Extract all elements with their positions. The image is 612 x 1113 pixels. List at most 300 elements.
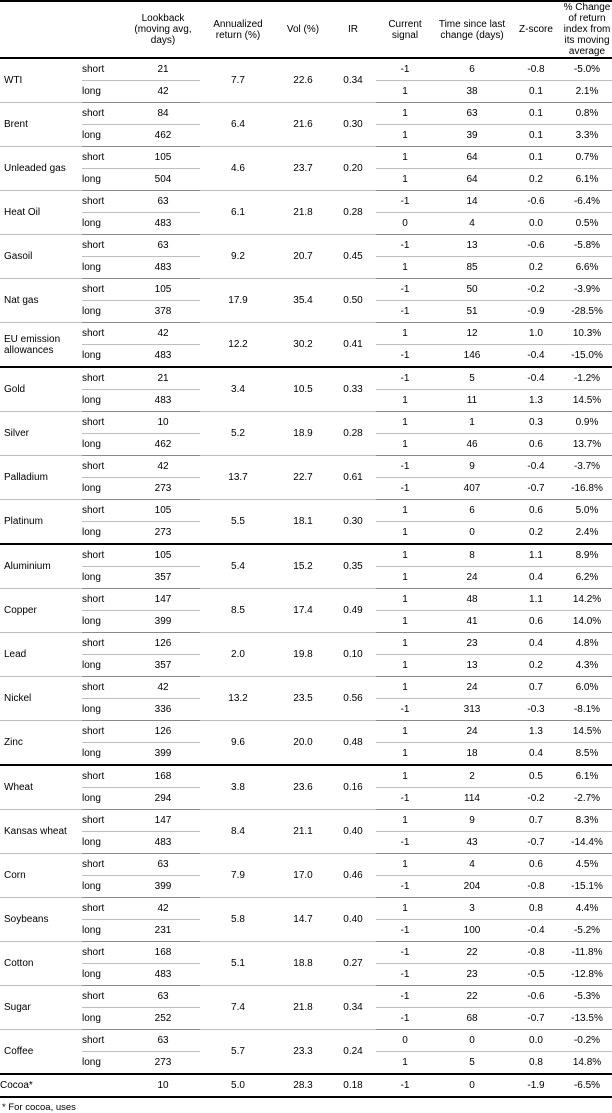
term-long: long <box>82 1052 126 1075</box>
annualized-return: 8.5 <box>200 589 276 633</box>
annualized-return: 6.4 <box>200 103 276 147</box>
current-signal-long: 1 <box>376 1052 434 1075</box>
lookback-long: 42 <box>126 81 200 103</box>
current-signal-short: 1 <box>376 544 434 567</box>
table-row <box>0 323 612 345</box>
lookback-long: 357 <box>126 655 200 677</box>
lookback-short: 168 <box>126 765 200 788</box>
current-signal-short: -1 <box>376 58 434 81</box>
table-row <box>0 810 612 832</box>
z-score-short: -0.8 <box>510 942 562 964</box>
lookback-short: 105 <box>126 500 200 522</box>
term-blank <box>82 1074 126 1097</box>
time-since-change-long: 41 <box>434 611 510 633</box>
pct-change-long: 2.1% <box>562 81 612 103</box>
z-score-short: 0.7 <box>510 810 562 832</box>
term-short: short <box>82 279 126 301</box>
lookback-short: 105 <box>126 147 200 169</box>
lookback-long: 273 <box>126 478 200 500</box>
ir: 0.56 <box>330 677 376 721</box>
current-signal-short: 1 <box>376 677 434 699</box>
lookback-short: 42 <box>126 898 200 920</box>
pct-change-short: -6.4% <box>562 191 612 213</box>
lookback-short: 63 <box>126 986 200 1008</box>
time-since-change-long: 4 <box>434 213 510 235</box>
lookback-long: 252 <box>126 1008 200 1030</box>
vol: 21.1 <box>276 810 330 854</box>
term-short: short <box>82 942 126 964</box>
lookback-short: 63 <box>126 854 200 876</box>
ir: 0.50 <box>330 279 376 323</box>
current-signal-long: -1 <box>376 478 434 500</box>
current-signal-short: 1 <box>376 412 434 434</box>
asset-name: Brent <box>0 103 82 147</box>
term-short: short <box>82 191 126 213</box>
time-since-change-long: 38 <box>434 81 510 103</box>
z-score-long: 0.0 <box>510 213 562 235</box>
term-short: short <box>82 235 126 257</box>
asset-name: Wheat <box>0 765 82 810</box>
pct-change-long: 6.1% <box>562 169 612 191</box>
annualized-return: 2.0 <box>200 633 276 677</box>
vol: 28.3 <box>276 1074 330 1097</box>
z-score-long: 0.4 <box>510 743 562 766</box>
z-score-long: 0.2 <box>510 522 562 545</box>
time-since-change-short: 23 <box>434 633 510 655</box>
lookback-long: 483 <box>126 213 200 235</box>
ir: 0.46 <box>330 854 376 898</box>
annualized-return: 5.2 <box>200 412 276 456</box>
pct-change-long: -16.8% <box>562 478 612 500</box>
term-long: long <box>82 655 126 677</box>
pct-change-long: -15.1% <box>562 876 612 898</box>
z-score-long: -0.4 <box>510 345 562 368</box>
z-score-short: 1.1 <box>510 589 562 611</box>
term-short: short <box>82 544 126 567</box>
pct-change-short: 0.8% <box>562 103 612 125</box>
current-signal-long: -1 <box>376 699 434 721</box>
annualized-return: 7.9 <box>200 854 276 898</box>
ir: 0.30 <box>330 103 376 147</box>
ir: 0.35 <box>330 544 376 589</box>
lookback-long: 483 <box>126 345 200 368</box>
z-score-long: 0.1 <box>510 81 562 103</box>
pct-change-long: -28.5% <box>562 301 612 323</box>
asset-name: Coffee <box>0 1030 82 1075</box>
term-long: long <box>82 257 126 279</box>
z-score-long: 0.6 <box>510 434 562 456</box>
pct-change-short: 0.7% <box>562 147 612 169</box>
z-score-short: -0.4 <box>510 456 562 478</box>
ir: 0.41 <box>330 323 376 368</box>
annualized-return: 13.2 <box>200 677 276 721</box>
pct-change-long: -8.1% <box>562 699 612 721</box>
asset-name: Sugar <box>0 986 82 1030</box>
time-since-change-short: 22 <box>434 942 510 964</box>
current-signal-long: 1 <box>376 81 434 103</box>
pct-change-short: -3.7% <box>562 456 612 478</box>
ir: 0.30 <box>330 500 376 545</box>
time-since-change-long: 43 <box>434 832 510 854</box>
time-since-change-short: 1 <box>434 412 510 434</box>
current-signal-short: 1 <box>376 589 434 611</box>
time-since-change-short: 5 <box>434 367 510 390</box>
asset-name: Gold <box>0 367 82 412</box>
pct-change-short: 14.5% <box>562 721 612 743</box>
time-since-change-short: 64 <box>434 147 510 169</box>
lookback-short: 42 <box>126 456 200 478</box>
lookback-long: 483 <box>126 832 200 854</box>
current-signal-long: -1 <box>376 788 434 810</box>
z-score-long: 1.3 <box>510 390 562 412</box>
z-score-short: -0.6 <box>510 235 562 257</box>
lookback-long: 294 <box>126 788 200 810</box>
term-long: long <box>82 920 126 942</box>
lookback-short: 126 <box>126 721 200 743</box>
current-signal-short: 1 <box>376 500 434 522</box>
time-since-change-long: 114 <box>434 788 510 810</box>
table-header <box>0 1 612 58</box>
header-annualized-return: Annualized return (%) <box>213 18 263 41</box>
lookback-long: 399 <box>126 611 200 633</box>
annualized-return: 3.8 <box>200 765 276 810</box>
vol: 14.7 <box>276 898 330 942</box>
lookback-long: 483 <box>126 390 200 412</box>
annualized-return: 5.5 <box>200 500 276 545</box>
z-score-long: -0.3 <box>510 699 562 721</box>
term-long: long <box>82 390 126 412</box>
current-signal-short: 1 <box>376 898 434 920</box>
asset-name: Palladium <box>0 456 82 500</box>
z-score-short: -0.2 <box>510 279 562 301</box>
z-score-long: -0.7 <box>510 478 562 500</box>
vol: 30.2 <box>276 323 330 368</box>
term-short: short <box>82 103 126 125</box>
current-signal-short: -1 <box>376 279 434 301</box>
z-score-short: -0.4 <box>510 367 562 390</box>
vol: 22.7 <box>276 456 330 500</box>
z-score: -1.9 <box>510 1074 562 1097</box>
annualized-return: 13.7 <box>200 456 276 500</box>
asset-name: Lead <box>0 633 82 677</box>
current-signal-short: -1 <box>376 456 434 478</box>
header-term <box>82 1 126 58</box>
table-row <box>0 942 612 964</box>
time-since-change-long: 51 <box>434 301 510 323</box>
vol: 35.4 <box>276 279 330 323</box>
lookback: 10 <box>126 1074 200 1097</box>
z-score-short: 0.7 <box>510 677 562 699</box>
vol: 21.8 <box>276 986 330 1030</box>
current-signal-long: -1 <box>376 1008 434 1030</box>
pct-change-short: -5.0% <box>562 58 612 81</box>
vol: 20.0 <box>276 721 330 766</box>
time-since-change-long: 204 <box>434 876 510 898</box>
current-signal-long: 1 <box>376 611 434 633</box>
vol: 23.3 <box>276 1030 330 1075</box>
pct-change: -6.5% <box>562 1074 612 1097</box>
z-score-long: -0.4 <box>510 920 562 942</box>
vol: 23.6 <box>276 765 330 810</box>
current-signal-long: -1 <box>376 920 434 942</box>
pct-change-long: 14.8% <box>562 1052 612 1075</box>
table-body <box>0 58 612 1097</box>
table-row <box>0 677 612 699</box>
pct-change-long: -5.2% <box>562 920 612 942</box>
vol: 21.8 <box>276 191 330 235</box>
annualized-return: 5.1 <box>200 942 276 986</box>
pct-change-short: 8.3% <box>562 810 612 832</box>
annualized-return: 3.4 <box>200 367 276 412</box>
asset-name: Nickel <box>0 677 82 721</box>
ir: 0.61 <box>330 456 376 500</box>
header-row <box>0 1 612 58</box>
asset-name: Gasoil <box>0 235 82 279</box>
pct-change-short: -5.3% <box>562 986 612 1008</box>
annualized-return: 4.6 <box>200 147 276 191</box>
annualized-return: 6.1 <box>200 191 276 235</box>
term-long: long <box>82 434 126 456</box>
term-long: long <box>82 567 126 589</box>
lookback-short: 84 <box>126 103 200 125</box>
time-since-change-long: 407 <box>434 478 510 500</box>
lookback-short: 168 <box>126 942 200 964</box>
term-short: short <box>82 589 126 611</box>
table-row <box>0 500 612 522</box>
pct-change-short: 6.0% <box>562 677 612 699</box>
time-since-change-long: 68 <box>434 1008 510 1030</box>
term-long: long <box>82 611 126 633</box>
z-score-long: -0.5 <box>510 964 562 986</box>
vol: 17.4 <box>276 589 330 633</box>
term-short: short <box>82 721 126 743</box>
current-signal-long: -1 <box>376 301 434 323</box>
time-since-change-short: 6 <box>434 500 510 522</box>
z-score-short: 1.1 <box>510 544 562 567</box>
vol: 18.8 <box>276 942 330 986</box>
pct-change-long: 13.7% <box>562 434 612 456</box>
vol: 21.6 <box>276 103 330 147</box>
lookback-short: 21 <box>126 58 200 81</box>
vol: 10.5 <box>276 367 330 412</box>
pct-change-short: -11.8% <box>562 942 612 964</box>
header-z-score: Z-score <box>519 24 553 35</box>
current-signal-short: -1 <box>376 942 434 964</box>
header-current-signal: Current signal <box>388 18 422 41</box>
pct-change-short: -1.2% <box>562 367 612 390</box>
asset-name: WTI <box>0 58 82 103</box>
pct-change-long: 14.0% <box>562 611 612 633</box>
pct-change-long: -12.8% <box>562 964 612 986</box>
z-score-short: 0.1 <box>510 147 562 169</box>
time-since-change-long: 24 <box>434 567 510 589</box>
current-signal-short: 0 <box>376 1030 434 1052</box>
annualized-return: 5.4 <box>200 544 276 589</box>
annualized-return: 8.4 <box>200 810 276 854</box>
term-long: long <box>82 81 126 103</box>
current-signal-long: 1 <box>376 434 434 456</box>
header-vol: Vol (%) <box>286 24 320 35</box>
table-row <box>0 544 612 567</box>
time-since-change-long: 18 <box>434 743 510 766</box>
annualized-return: 5.8 <box>200 898 276 942</box>
current-signal-short: 1 <box>376 103 434 125</box>
lookback-long: 378 <box>126 301 200 323</box>
pct-change-short: -5.8% <box>562 235 612 257</box>
pct-change-long: -2.7% <box>562 788 612 810</box>
pct-change-short: 8.9% <box>562 544 612 567</box>
vol: 19.8 <box>276 633 330 677</box>
term-short: short <box>82 58 126 81</box>
term-short: short <box>82 367 126 390</box>
asset-name: Kansas wheat <box>0 810 82 854</box>
time-since-change-long: 46 <box>434 434 510 456</box>
ir: 0.45 <box>330 235 376 279</box>
lookback-long: 273 <box>126 1052 200 1075</box>
annualized-return: 5.7 <box>200 1030 276 1075</box>
lookback-long: 336 <box>126 699 200 721</box>
ir: 0.33 <box>330 367 376 412</box>
pct-change-short: 4.4% <box>562 898 612 920</box>
vol: 20.7 <box>276 235 330 279</box>
term-short: short <box>82 456 126 478</box>
ir: 0.27 <box>330 942 376 986</box>
ir: 0.28 <box>330 191 376 235</box>
current-signal-long: 0 <box>376 213 434 235</box>
current-signal-long: 1 <box>376 522 434 545</box>
table-row <box>0 633 612 655</box>
time-since-change-short: 2 <box>434 765 510 788</box>
asset-name: Heat Oil <box>0 191 82 235</box>
z-score-long: -0.7 <box>510 832 562 854</box>
pct-change-short: 6.1% <box>562 765 612 788</box>
asset-name: Soybeans <box>0 898 82 942</box>
current-signal-short: 1 <box>376 721 434 743</box>
pct-change-long: 8.5% <box>562 743 612 766</box>
time-since-change-short: 50 <box>434 279 510 301</box>
table-row <box>0 721 612 743</box>
term-long: long <box>82 832 126 854</box>
current-signal-short: -1 <box>376 191 434 213</box>
term-long: long <box>82 699 126 721</box>
time-since-change-short: 12 <box>434 323 510 345</box>
term-long: long <box>82 743 126 766</box>
table-row <box>0 235 612 257</box>
term-short: short <box>82 898 126 920</box>
lookback-long: 483 <box>126 257 200 279</box>
ir: 0.40 <box>330 898 376 942</box>
current-signal-short: -1 <box>376 986 434 1008</box>
current-signal-long: -1 <box>376 345 434 368</box>
z-score-long: -0.9 <box>510 301 562 323</box>
ir: 0.34 <box>330 58 376 103</box>
term-short: short <box>82 765 126 788</box>
lookback-long: 357 <box>126 567 200 589</box>
time-since-change-long: 146 <box>434 345 510 368</box>
time-since-change-short: 63 <box>434 103 510 125</box>
term-long: long <box>82 169 126 191</box>
header-pct-change: % Change of return index from its moving average <box>563 2 611 57</box>
lookback-long: 399 <box>126 876 200 898</box>
vol: 18.9 <box>276 412 330 456</box>
lookback-short: 42 <box>126 323 200 345</box>
z-score-long: 0.1 <box>510 125 562 147</box>
annualized-return: 9.2 <box>200 235 276 279</box>
pct-change-long: 6.2% <box>562 567 612 589</box>
table-row <box>0 1030 612 1052</box>
table-row <box>0 898 612 920</box>
current-signal-short: 1 <box>376 633 434 655</box>
time-since-change-long: 313 <box>434 699 510 721</box>
current-signal-short: 1 <box>376 810 434 832</box>
lookback-short: 42 <box>126 677 200 699</box>
pct-change-long: 4.3% <box>562 655 612 677</box>
z-score-short: -0.8 <box>510 58 562 81</box>
ir: 0.10 <box>330 633 376 677</box>
pct-change-short: 4.8% <box>562 633 612 655</box>
z-score-short: 1.0 <box>510 323 562 345</box>
lookback-short: 105 <box>126 279 200 301</box>
time-since-change-short: 0 <box>434 1030 510 1052</box>
header-ir: IR <box>348 24 358 35</box>
annualized-return: 5.0 <box>200 1074 276 1097</box>
z-score-short: 0.5 <box>510 765 562 788</box>
term-long: long <box>82 1008 126 1030</box>
table-row <box>0 1074 612 1097</box>
lookback-short: 63 <box>126 235 200 257</box>
asset-name: Silver <box>0 412 82 456</box>
term-long: long <box>82 522 126 545</box>
term-long: long <box>82 213 126 235</box>
annualized-return: 7.4 <box>200 986 276 1030</box>
table-row <box>0 986 612 1008</box>
ir: 0.20 <box>330 147 376 191</box>
table-row <box>0 103 612 125</box>
asset-name: Cotton <box>0 942 82 986</box>
table-row <box>0 279 612 301</box>
z-score-short: 0.6 <box>510 854 562 876</box>
z-score-long: 0.2 <box>510 655 562 677</box>
ir: 0.16 <box>330 765 376 810</box>
lookback-long: 483 <box>126 964 200 986</box>
annualized-return: 17.9 <box>200 279 276 323</box>
term-short: short <box>82 1030 126 1052</box>
ir: 0.40 <box>330 810 376 854</box>
time-since-change-short: 13 <box>434 235 510 257</box>
lookback-short: 63 <box>126 191 200 213</box>
time-since-change-long: 39 <box>434 125 510 147</box>
asset-name: Corn <box>0 854 82 898</box>
z-score-short: 1.3 <box>510 721 562 743</box>
pct-change-long: -15.0% <box>562 345 612 368</box>
pct-change-long: -14.4% <box>562 832 612 854</box>
z-score-long: 0.8 <box>510 1052 562 1075</box>
time-since-change-long: 23 <box>434 964 510 986</box>
vol: 23.7 <box>276 147 330 191</box>
table-row <box>0 147 612 169</box>
header-lookback: Lookback (moving avg, days) <box>134 13 192 46</box>
term-short: short <box>82 986 126 1008</box>
term-long: long <box>82 125 126 147</box>
term-short: short <box>82 147 126 169</box>
pct-change-long: 2.4% <box>562 522 612 545</box>
asset-name: Aluminium <box>0 544 82 589</box>
table-row <box>0 589 612 611</box>
term-long: long <box>82 345 126 368</box>
time-since-change-short: 24 <box>434 677 510 699</box>
z-score-short: 0.6 <box>510 500 562 522</box>
term-short: short <box>82 810 126 832</box>
